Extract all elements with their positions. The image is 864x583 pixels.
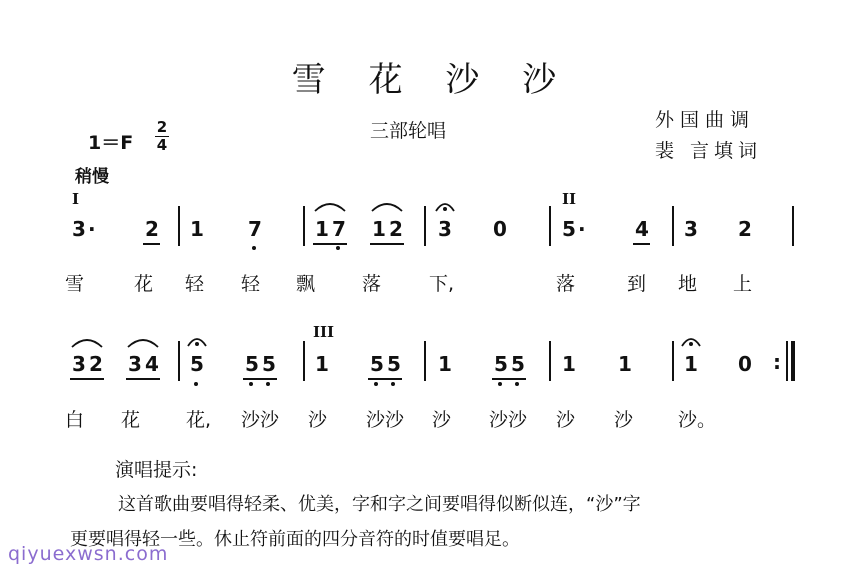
low-octave-dot	[498, 382, 502, 386]
underline	[368, 378, 402, 380]
barline	[424, 206, 426, 246]
note: 5	[562, 217, 576, 241]
underline	[143, 243, 160, 245]
barline	[178, 206, 180, 246]
note: 5	[370, 352, 384, 376]
note: 5	[190, 352, 204, 376]
low-octave-dot	[515, 382, 519, 386]
note: 5	[262, 352, 276, 376]
note: 7	[332, 217, 346, 241]
underline	[492, 378, 526, 380]
fermata	[434, 199, 456, 213]
part-mark-2: II	[562, 190, 577, 208]
note: 1	[372, 217, 386, 241]
tips-title: 演唱提示:	[115, 459, 198, 481]
site-watermark: qiyuexwsn.com	[8, 543, 169, 565]
lyric: 花	[121, 409, 141, 431]
note: 3	[128, 352, 142, 376]
underline	[370, 243, 404, 245]
barline	[303, 341, 305, 381]
lyric: 花,	[186, 409, 212, 431]
underline	[243, 378, 277, 380]
composer-credit: 外国曲调	[655, 109, 756, 131]
low-octave-dot	[266, 382, 270, 386]
performance-style: 三部轮唱	[370, 120, 447, 142]
note: 1	[438, 352, 452, 376]
lyric: 下,	[429, 273, 455, 295]
low-octave-dot	[194, 382, 198, 386]
note: 3	[684, 217, 698, 241]
barline	[178, 341, 180, 381]
lyric: 飘	[296, 273, 316, 295]
repeat-sign: :	[773, 350, 781, 374]
lyricist-credit: 裴 言填词	[655, 140, 763, 162]
barline	[303, 206, 305, 246]
underline	[633, 243, 650, 245]
note: 1	[684, 352, 698, 376]
barline	[792, 206, 794, 246]
low-octave-dot	[374, 382, 378, 386]
lyric: 沙。	[678, 409, 717, 431]
barline	[786, 341, 788, 381]
lyric: 落	[362, 273, 382, 295]
lyric: 花	[134, 273, 154, 295]
lyric: 沙	[614, 409, 634, 431]
note: 1	[190, 217, 204, 241]
note: 5	[511, 352, 525, 376]
lyric: 雪	[65, 273, 85, 295]
note: 2	[738, 217, 752, 241]
lyric: 到	[627, 273, 647, 295]
note: 1	[315, 352, 329, 376]
slur	[313, 200, 347, 212]
slur	[70, 336, 104, 348]
lyric: 沙	[432, 409, 452, 431]
low-octave-dot	[391, 382, 395, 386]
low-octave-dot	[336, 246, 340, 250]
lyric: 白	[65, 409, 85, 431]
barline	[549, 206, 551, 246]
note: 5	[494, 352, 508, 376]
final-barline	[791, 341, 795, 381]
note: 2	[389, 217, 403, 241]
rest: 0	[738, 352, 752, 376]
tips-line-2: 更要唱得轻一些。休止符前面的四分音符的时值要唱足。	[70, 529, 520, 550]
note: 3	[72, 217, 86, 241]
key-signature: 1＝F	[88, 132, 134, 154]
song-title: 雪 花 沙 沙	[291, 60, 573, 100]
lyric: 轻	[241, 273, 261, 295]
lyric: 沙	[308, 409, 328, 431]
lyric: 地	[678, 273, 698, 295]
barline	[424, 341, 426, 381]
rest: 0	[493, 217, 507, 241]
lyric: 沙沙	[489, 409, 528, 431]
fermata	[680, 334, 702, 348]
lyric: 上	[733, 273, 753, 295]
augmentation-dot: ·	[578, 217, 586, 241]
note: 2	[89, 352, 103, 376]
barline	[672, 206, 674, 246]
note: 3	[72, 352, 86, 376]
note: 2	[145, 217, 159, 241]
lyric: 落	[556, 273, 576, 295]
lyric: 沙沙	[241, 409, 280, 431]
note: 5	[387, 352, 401, 376]
part-mark-1: I	[72, 190, 80, 208]
note: 1	[618, 352, 632, 376]
slur	[370, 200, 404, 212]
low-octave-dot	[252, 246, 256, 250]
time-signature-top: 2	[156, 118, 168, 136]
lyric: 轻	[185, 273, 205, 295]
time-signature-bottom: 4	[156, 136, 168, 154]
fermata	[186, 334, 208, 348]
underline	[126, 378, 160, 380]
tips-line-1: 这首歌曲要唱得轻柔、优美，字和字之间要唱得似断似连，“沙”字	[118, 494, 641, 515]
part-mark-3: III	[313, 323, 335, 341]
note: 1	[315, 217, 329, 241]
note: 5	[245, 352, 259, 376]
note: 4	[145, 352, 159, 376]
underline	[313, 243, 347, 245]
time-signature	[155, 120, 169, 153]
note: 1	[562, 352, 576, 376]
augmentation-dot: ·	[88, 217, 96, 241]
low-octave-dot	[249, 382, 253, 386]
note: 3	[438, 217, 452, 241]
tempo-marking: 稍慢	[75, 167, 109, 187]
lyric: 沙沙	[366, 409, 405, 431]
slur	[126, 336, 160, 348]
lyric: 沙	[556, 409, 576, 431]
barline	[672, 341, 674, 381]
barline	[549, 341, 551, 381]
note: 7	[248, 217, 262, 241]
underline	[70, 378, 104, 380]
note: 4	[635, 217, 649, 241]
